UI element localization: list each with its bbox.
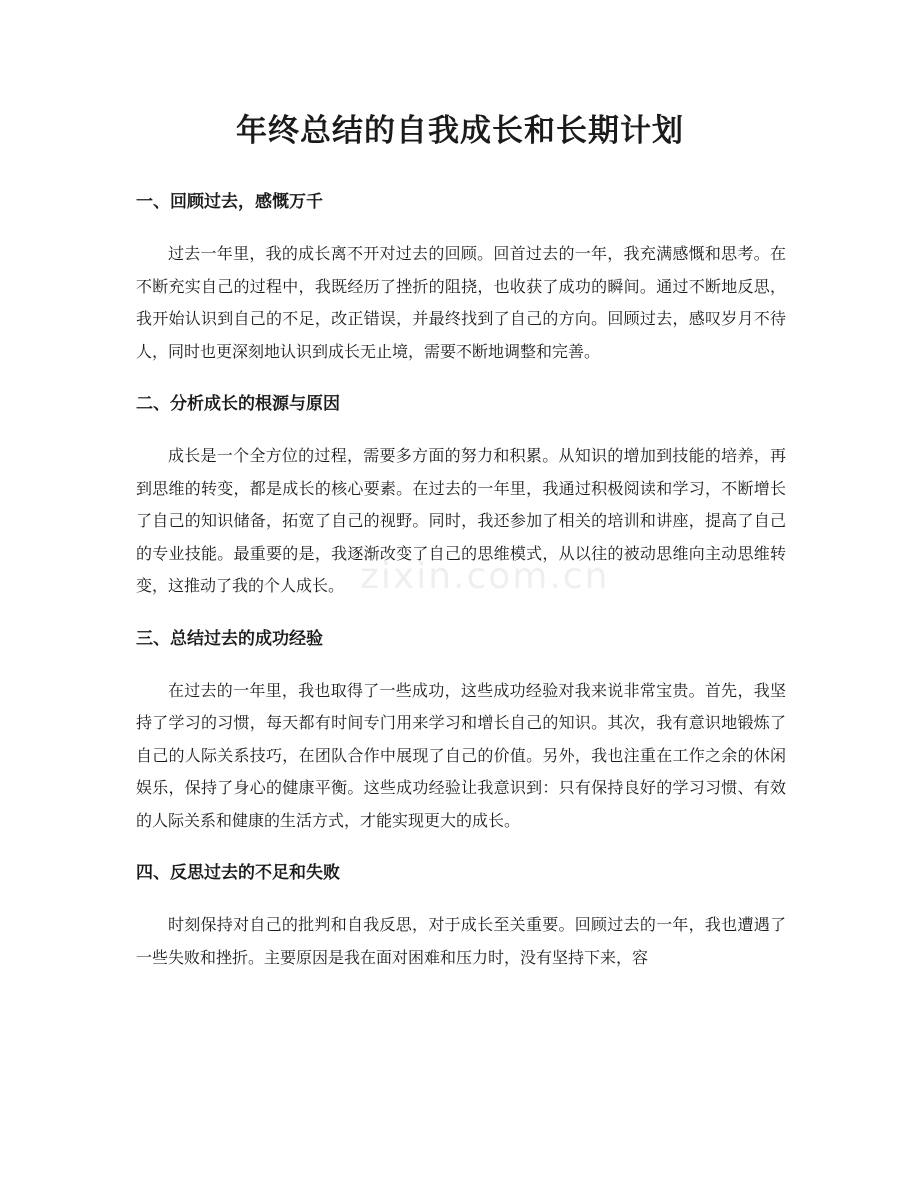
section-paragraph: 过去一年里，我的成长离不开对过去的回顾。回首过去的一年，我充满感慨和思考。在不断充实自己的过程中，我既经历了挫折的阻挠，也收获了成功的瞬间。通过不断地反思，我开始认识到自己的不足，改正错误，并最终找到了自己的方向。回顾过去，感叹岁月不待人，同时也更深刻地认识到成长无止境，需要不断地调整和完善。: [136, 244, 786, 361]
section-1: [136, 186, 786, 368]
section-heading: 四、反思过去的不足和失败: [136, 863, 340, 883]
section-paragraph: 在过去的一年里，我也取得了一些成功，这些成功经验对我来说非常宝贵。首先，我坚持了学习的习惯，每天都有时间专门用来学习和增长自己的知识。其次，我有意识地锻炼了自己的人际关系技巧，在团队合作中展现了自己的价值。另外，我也注重在工作之余的休闲娱乐，保持了身心的健康平衡。这些成功经验让我意识到：只有保持良好的学习习惯、有效的人际关系和健康的生活方式，才能实现更大的成长。: [136, 680, 786, 830]
section-4: [136, 857, 786, 974]
section-heading: 二、分析成长的根源与原因: [136, 394, 340, 414]
section-3: [136, 623, 786, 838]
section-2: [136, 388, 786, 603]
watermark: zixin.com.cn: [360, 556, 610, 597]
section-heading: 一、回顾过去，感慨万千: [136, 192, 323, 212]
document-body: [136, 186, 786, 994]
document-title: 年终总结的自我成长和长期计划: [236, 113, 684, 149]
section-heading: 三、总结过去的成功经验: [136, 628, 323, 649]
section-paragraph: 时刻保持对自己的批判和自我反思，对于成长至关重要。回顾过去的一年，我也遭遇了一些失败和挫折。主要原因是我在面对困难和压力时，没有坚持下来，容: [136, 915, 786, 967]
section-paragraph: 成长是一个全方位的过程，需要多方面的努力和积累。从知识的增加到技能的培养，再到思维的转变，都是成长的核心要素。在过去的一年里，我通过积极阅读和学习，不断增长了自己的知识储备，拓宽了自己的视野。同时，我还参加了相关的培训和讲座，提高了自己的专业技能。最重要的是，我逐渐改变了自己的思维模式，从以往的被动思维向主动思维转变，这推动了我的个人成长。: [136, 446, 786, 595]
